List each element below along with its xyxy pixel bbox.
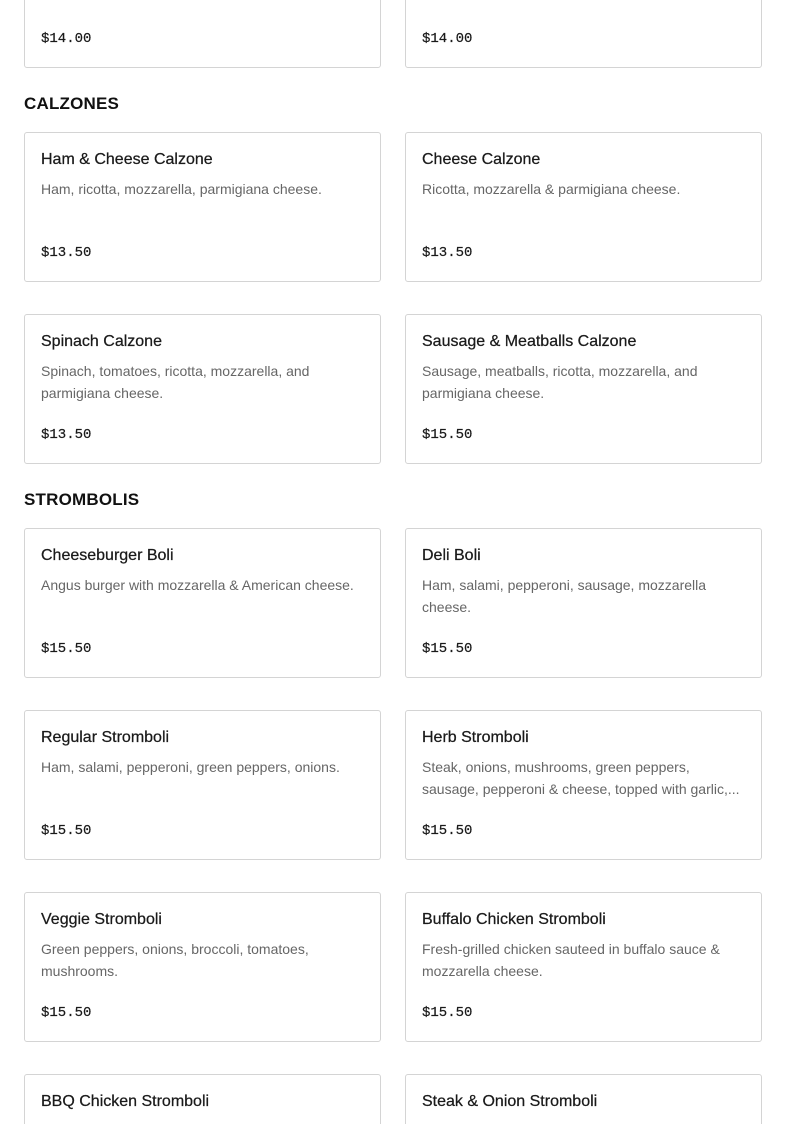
item-description: Steak, onions, mushrooms, green peppers, sausage, pepperoni & cheese, topped with garlic,... [422, 759, 740, 797]
item-name: Veggie Stromboli [41, 911, 162, 928]
item-name: Deli Boli [422, 547, 481, 564]
item-description: Ham, ricotta, mozzarella, parmigiana cheese. [41, 181, 322, 197]
item-price: $15.50 [41, 1005, 92, 1021]
menu-item-card[interactable] [405, 132, 762, 282]
menu-item-card[interactable] [405, 710, 762, 860]
item-name: Cheese Calzone [422, 151, 541, 168]
menu-item-card[interactable] [24, 132, 381, 282]
item-price: $15.50 [422, 427, 473, 443]
item-description: Fresh-grilled chicken sauteed in buffalo sauce & mozzarella cheese. [422, 941, 720, 979]
item-name: Steak & Onion Stromboli [422, 1093, 598, 1110]
menu-item-card[interactable] [24, 528, 381, 678]
item-name: Regular Stromboli [41, 729, 170, 746]
item-description: Spinach, tomatoes, ricotta, mozzarella, and parmigiana cheese. [41, 363, 310, 401]
item-price: $13.50 [41, 245, 92, 261]
menu-item-card[interactable] [24, 892, 381, 1042]
item-name: Buffalo Chicken Stromboli [422, 911, 606, 928]
section-title-strombolis: STROMBOLIS [24, 490, 140, 509]
item-price: $13.50 [41, 427, 92, 443]
menu-item-card[interactable] [24, 0, 381, 68]
item-description: Green peppers, onions, broccoli, tomatoes, mushrooms. [41, 941, 309, 979]
item-name: BBQ Chicken Stromboli [41, 1093, 210, 1110]
item-price: $15.50 [422, 823, 473, 839]
menu-item-card[interactable] [24, 1074, 381, 1124]
menu-item-card[interactable] [24, 710, 381, 860]
item-description: Ricotta, mozzarella & parmigiana cheese. [422, 181, 681, 197]
menu-item-card[interactable] [24, 314, 381, 464]
menu-item-card[interactable] [405, 892, 762, 1042]
item-description: Sausage, meatballs, ricotta, mozzarella, and parmigiana cheese. [422, 363, 698, 401]
menu-item-card[interactable] [405, 528, 762, 678]
item-price: $14.00 [422, 31, 473, 47]
section-title-calzones: CALZONES [24, 94, 120, 113]
item-name: Sausage & Meatballs Calzone [422, 333, 637, 350]
item-name: Herb Stromboli [422, 729, 529, 746]
item-name: Spinach Calzone [41, 333, 162, 350]
item-price: $13.50 [422, 245, 473, 261]
item-price: $15.50 [422, 641, 473, 657]
item-price: $15.50 [422, 1005, 473, 1021]
item-price: $15.50 [41, 823, 92, 839]
menu-item-card[interactable] [405, 1074, 762, 1124]
item-name: Ham & Cheese Calzone [41, 151, 213, 168]
menu-item-card[interactable] [405, 314, 762, 464]
item-name: Cheeseburger Boli [41, 547, 174, 564]
menu-item-card[interactable] [405, 0, 762, 68]
item-price: $14.00 [41, 31, 92, 47]
item-description: Ham, salami, pepperoni, sausage, mozzarella cheese. [422, 577, 707, 615]
item-description: Ham, salami, pepperoni, green peppers, onions. [41, 759, 340, 775]
item-description: Angus burger with mozzarella & American cheese. [41, 577, 354, 593]
item-price: $15.50 [41, 641, 92, 657]
